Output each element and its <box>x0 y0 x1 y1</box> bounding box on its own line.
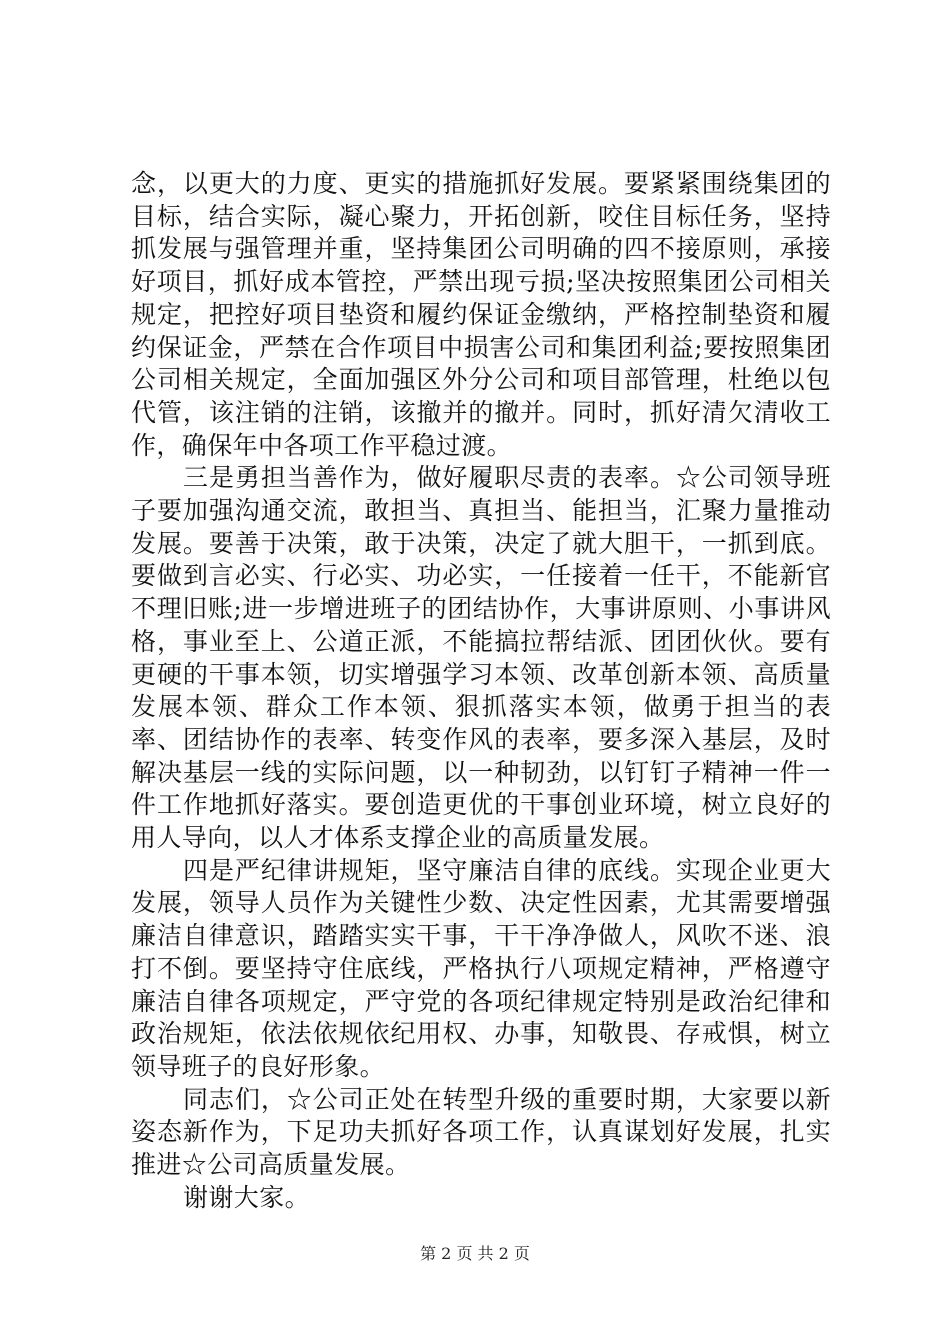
paragraph-1: 念，以更大的力度、更实的措施抓好发展。要紧紧围绕集团的目标，结合实际，凝心聚力，开拓创新，咬住目标任务，坚持抓发展与强管理并重，坚持集团公司明确的四不接原则，承接好项目，抓好成本管控，严禁出现亏损;坚决按照集团公司相关规定，把控好项目垫资和履约保证金缴纳，严格控制垫资和履约保证金，严禁在合作项目中损害公司和集团利益;要按照集团公司相关规定，全面加强区外分公司和项目部管理，杜绝以包代管，该注销的注销，该撤并的撤并。同时，抓好清欠清收工作，确保年中各项工作平稳过渡。 <box>131 169 831 460</box>
paragraph-5: 谢谢大家。 <box>183 1182 311 1212</box>
paragraph-3: 四是严纪律讲规矩，坚守廉洁自律的底线。实现企业更大发展，领导人员作为关键性少数、决定性因素，尤其需要增强廉洁自律意识，踏踏实实干事，干干净净做人，风吹不迷、浪打不倒。要坚持守住底线，严格执行八项规定精神，严格遵守廉洁自律各项规定，严守党的各项纪律规定特别是政治纪律和政治规矩，依法依规依纪用权、办事，知敬畏、存戒惧，树立领导班子的良好形象。 <box>131 855 831 1081</box>
paragraph-4: 同志们，☆公司正处在转型升级的重要时期，大家要以新姿态新作为，下足功夫抓好各项工作，认真谋划好发展，扎实推进☆公司高质量发展。 <box>131 1084 831 1180</box>
page-number-footer: 第 2 页 共 2 页 <box>420 1244 530 1263</box>
document-body <box>131 168 831 1215</box>
paragraph-2: 三是勇担当善作为，做好履职尽责的表率。☆公司领导班子要加强沟通交流，敢担当、真担当、能担当，汇聚力量推动发展。要善于决策，敢于决策，决定了就大胆干，一抓到底。要做到言必实、行必实、功必实，一任接着一任干，不能新官不理旧账;进一步增进班子的团结协作，大事讲原则、小事讲风格，事业至上、公道正派，不能搞拉帮结派、团团伙伙。要有更硬的干事本领，切实增强学习本领、改革创新本领、高质量发展本领、群众工作本领、狠抓落实本领，做勇于担当的表率、团结协作的表率、转变作风的表率，要多深入基层，及时解决基层一线的实际问题，以一种韧劲，以钉钉子精神一件一件工作地抓好落实。要创造更优的干事创业环境，树立良好的用人导向，以人才体系支撑企业的高质量发展。 <box>131 463 831 853</box>
